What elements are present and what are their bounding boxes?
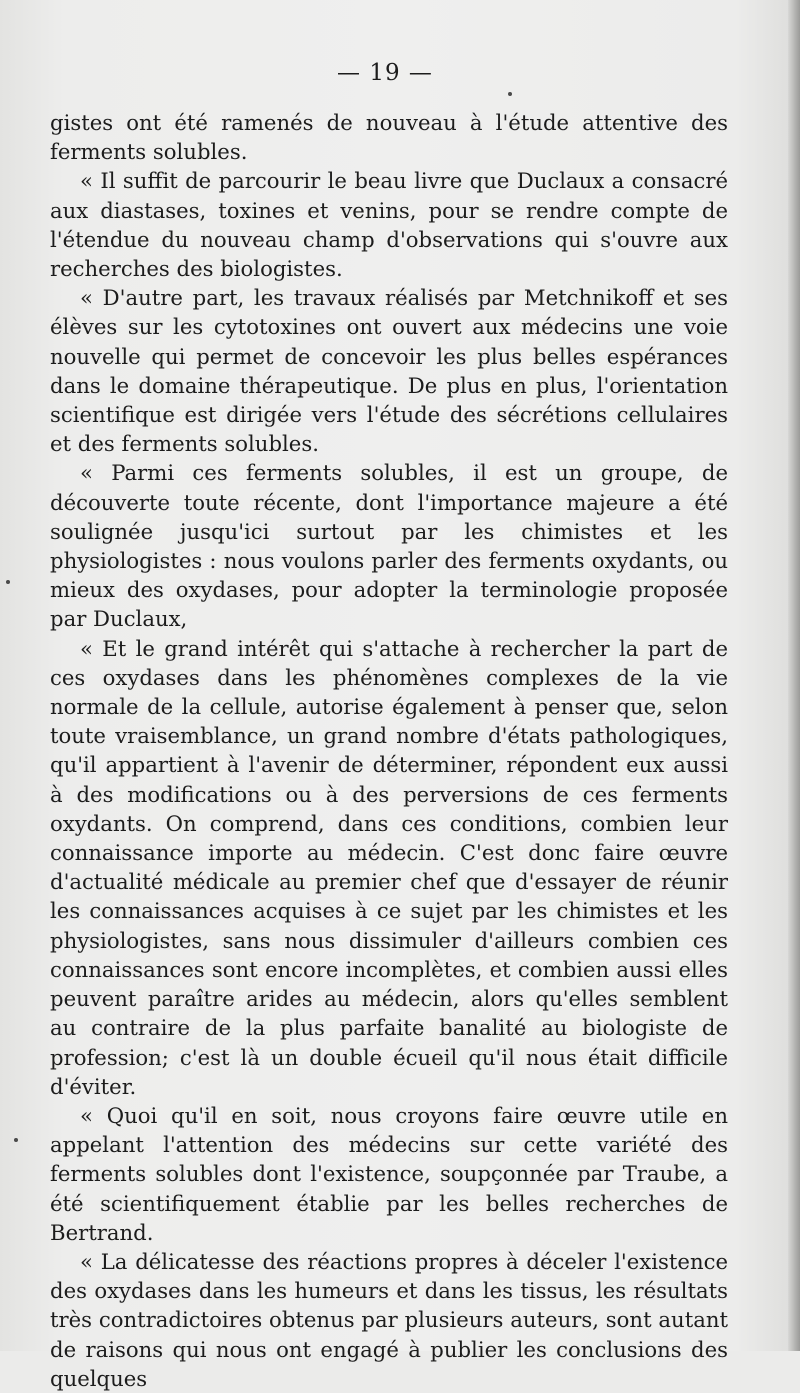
body-text	[50, 108, 728, 1393]
print-speck	[14, 1138, 18, 1142]
paragraph: « Parmi ces ferments solubles, il est un groupe, de découverte toute récente, dont l'importance majeure a été soulignée jusqu'ici surtout par les chimistes et les physiologistes : nous voulons parler des ferments oxydants, ou mieux des oxydases, pour adopter la terminologie proposée par Duclaux,	[50, 460, 728, 632]
paragraph: « Il suffit de parcourir le beau livre que Duclaux a consacré aux diastases, toxines et venins, pour se rendre compte de l'étendue du nouveau champ d'observations qui s'ouvre aux recherches des biologistes.	[50, 168, 728, 282]
print-speck	[508, 92, 512, 96]
print-speck	[6, 580, 10, 584]
paragraph: « Quoi qu'il en soit, nous croyons faire œuvre utile en appelant l'attention des médecins sur cette variété des ferments solubles dont l'existence, soupçonnée par Traube, a été scientifiquement établie par les belles recherches de Bertrand.	[50, 1102, 728, 1245]
paragraph: « Et le grand intérêt qui s'attache à rechercher la part de ces oxydases dans les phénomènes complexes de la vie normale de la cellule, autorise également à penser que, selon toute vraisemblance, un grand nombre d'états pathologiques, qu'il appartient à l'avenir de déterminer, répondent eux aussi à des modifications ou à des perversions de ces ferments oxydants. On comprend, dans ces conditions, combien leur connaissance importe au médecin. C'est donc faire œuvre d'actualité médicale au premier chef que d'essayer de réunir les connaissances acquises à ce sujet par les chimistes et les physiologistes, sans nous dissimuler d'ailleurs combien ces connaissances sont encore incomplètes, et combien aussi elles peuvent paraître arides au médecin, alors qu'elles semblent au contraire de la plus parfaite banalité au biologiste de profession; c'est là un double écueil qu'il nous était difficile d'éviter.	[50, 635, 728, 1099]
paragraph: gistes ont été ramenés de nouveau à l'étude attentive des ferments solubles.	[50, 110, 728, 165]
paragraph: « D'autre part, les travaux réalisés par Metchnikoff et ses élèves sur les cytotoxines ont ouvert aux médecins une voie nouvelle qui permet de concevoir les plus belles espérances dans le domaine thérapeutique. De plus en plus, l'orientation scientifique est dirigée vers l'étude des sécrétions cellulaires et des ferments solubles.	[50, 285, 728, 457]
paragraph-last: « La délicatesse des réactions propres à déceler l'existence des oxydases dans les humeurs et dans les tissus, les résultats très contradictoires obtenus par plusieurs auteurs, sont autant de raisons qui nous ont engagé à publier les conclusions des quelques	[50, 1248, 728, 1391]
page-number: — 19 —	[337, 60, 433, 86]
page-edge-shadow	[788, 0, 800, 1351]
